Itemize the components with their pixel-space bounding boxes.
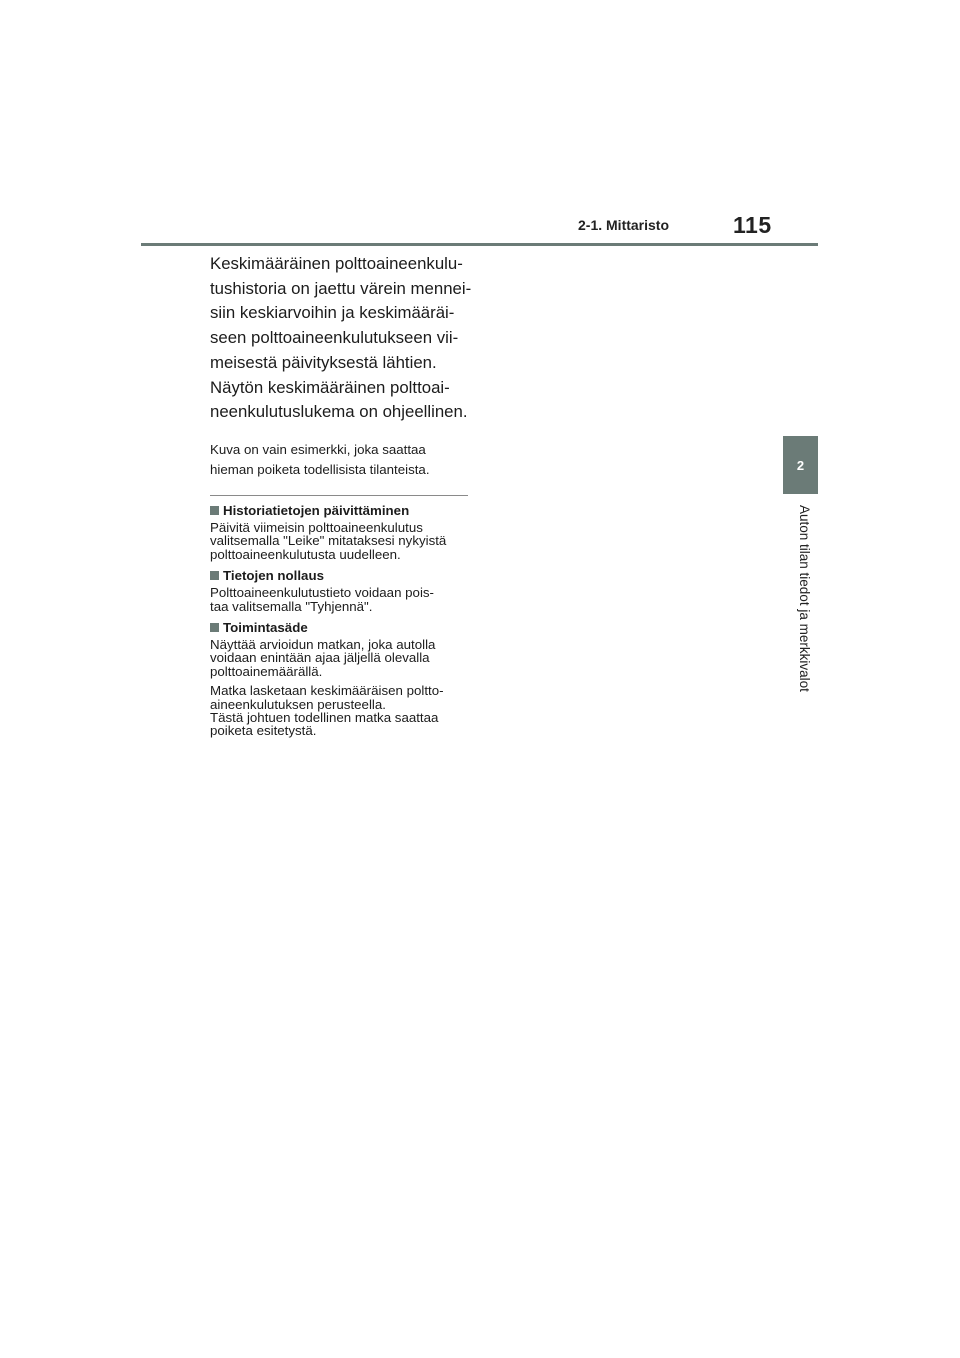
body-line: Näyttää arvioidun matkan, joka autolla [210,636,436,652]
section-body [210,638,472,738]
body-line: voidaan enintään ajaa jäljellä olevalla [210,650,430,666]
note-line: hieman poiketa todellisista tilanteista. [210,461,430,477]
image-note [210,440,472,480]
intro-line: Näytön keskimääräinen polttoai- [210,377,450,397]
square-bullet-icon [210,571,219,580]
intro-line: neenkulutuslukema on ohjeellinen. [210,402,468,422]
section-heading [210,619,472,636]
section-heading [210,567,472,584]
body-line: valitsemalla "Leike" mitataksesi nykyistä [210,533,447,549]
body-paragraph [210,638,472,678]
section-body [210,586,472,613]
intro-paragraph [210,252,472,425]
section-heading-text: Toimintasäde [223,619,308,635]
body-line: poiketa esitetystä. [210,723,317,739]
section-history-update [210,502,472,561]
chapter-tab [783,436,818,494]
body-line: Matka lasketaan keskimääräisen poltto- [210,683,444,699]
body-line: polttoaineenkulutusta uudelleen. [210,546,401,562]
body-paragraph [210,684,472,738]
chapter-label: Auton tilan tiedot ja merkkivalot [797,505,812,692]
section-data-reset [210,567,472,613]
body-paragraph [210,521,472,561]
header-divider [141,243,818,246]
intro-line: siin keskiarvoihin ja keskimääräi- [210,303,455,323]
body-line: Polttoaineenkulutustieto voidaan pois- [210,585,434,601]
section-heading-text: Historiatietojen päivittäminen [223,502,410,518]
section-divider [210,495,468,496]
body-line: Tästä johtuen todellinen matka saattaa [210,709,439,725]
body-line: taa valitsemalla "Tyhjennä". [210,598,373,614]
intro-line: Keskimääräinen polttoaineenkulu- [210,254,463,273]
body-line: Päivitä viimeisin polttoaineenkulutus [210,519,423,535]
square-bullet-icon [210,623,219,632]
intro-line: meisestä päivityksestä lähtien. [210,352,437,372]
section-body [210,521,472,561]
main-content [210,252,472,738]
chapter-number: 2 [796,457,805,473]
intro-line: tushistoria on jaettu värein mennei- [210,278,472,298]
body-paragraph [210,586,472,613]
section-heading-text: Tietojen nollaus [223,568,324,584]
body-line: polttoainemäärällä. [210,663,323,679]
body-line: aineenkulutuksen perusteella. [210,696,386,712]
page-number: 115 [733,212,772,238]
note-line: Kuva on vain esimerkki, joka saattaa [210,441,426,457]
intro-line: seen polttoaineenkulutukseen vii- [210,328,459,348]
section-range [210,619,472,738]
square-bullet-icon [210,506,219,515]
section-heading [210,502,472,519]
section-title: 2-1. Mittaristo [578,217,670,233]
